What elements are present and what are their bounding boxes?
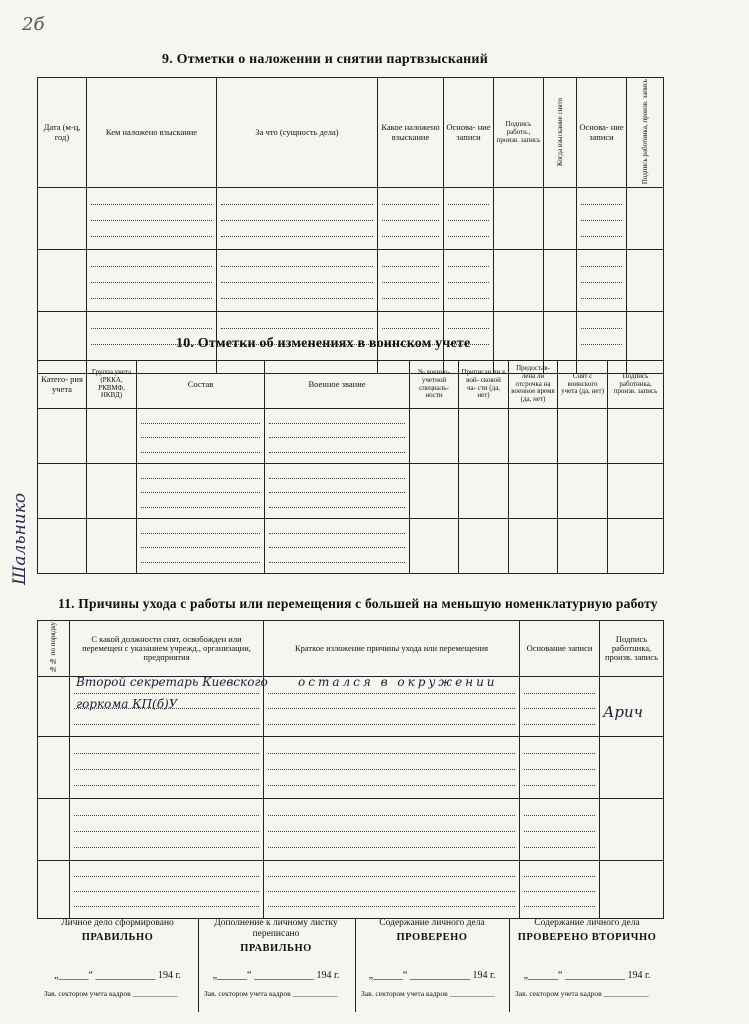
dotted-rule <box>74 753 259 754</box>
s9-col-signature: Подпись работн., произв. запись <box>494 78 544 188</box>
dotted-rule-group <box>87 188 216 248</box>
dotted-rule <box>91 328 212 329</box>
dotted-rule <box>91 266 212 267</box>
footer-rewritten: Дополнение к личному листку переписано ПРАВИЛЬНО „______“ ____________ 194 г. Зав. сектором учета кадров ____________ <box>204 918 340 998</box>
s10-row <box>38 464 664 519</box>
dotted-rule <box>382 328 439 329</box>
s11-col-signature: Подпись работника, произв. запись <box>600 621 664 677</box>
s9-row <box>38 250 664 312</box>
s9-col-for-what: За что (сущность дела) <box>217 78 378 188</box>
dotted-rule <box>581 328 622 329</box>
s11-row <box>38 799 664 861</box>
entry-signature: Арич <box>603 703 643 721</box>
dotted-rule <box>524 876 595 877</box>
dotted-rule <box>448 298 489 299</box>
s10-col-group: Группа учета (РККА, РКВМФ, НКВД) <box>87 361 137 409</box>
dotted-rule <box>221 282 373 283</box>
dotted-rule <box>524 831 595 832</box>
dotted-rule <box>382 266 439 267</box>
dotted-rule <box>269 437 405 438</box>
s10-col-rank: Военное звание <box>265 361 410 409</box>
dotted-rule-group <box>520 861 599 917</box>
dotted-rule-group <box>520 677 599 735</box>
s10-col-category: Катего- рия учета <box>38 361 87 409</box>
s9-col-by-whom: Кем наложено взыскание <box>87 78 217 188</box>
dotted-rule <box>581 204 622 205</box>
dotted-rule <box>91 298 212 299</box>
dotted-rule <box>74 891 259 892</box>
s10-row <box>38 519 664 574</box>
s10-col-composition: Состав <box>137 361 265 409</box>
dotted-rule <box>74 724 259 725</box>
dotted-rule-group <box>137 519 264 572</box>
s10-col-specialty: № военно- учетной специаль- ности <box>410 361 459 409</box>
dotted-rule <box>268 769 515 770</box>
dotted-rule-group <box>577 188 626 248</box>
dotted-rule <box>448 282 489 283</box>
dotted-rule-group <box>70 799 263 859</box>
dotted-rule <box>382 204 439 205</box>
dotted-rule <box>269 562 405 563</box>
dotted-rule <box>91 236 212 237</box>
dotted-rule <box>524 708 595 709</box>
dotted-rule <box>581 298 622 299</box>
dotted-rule <box>268 785 515 786</box>
dotted-rule-group <box>265 409 409 462</box>
entry-position-line1: Второй секретарь Киевского <box>76 675 268 689</box>
dotted-rule <box>74 815 259 816</box>
s9-row <box>38 188 664 250</box>
dotted-rule <box>382 220 439 221</box>
s11-row <box>38 737 664 799</box>
s9-col-signature-2: Подпись работника, произв. запись <box>627 78 664 188</box>
dotted-rule <box>269 478 405 479</box>
dotted-rule <box>74 831 259 832</box>
section11-title: 11. Причины ухода с работы или перемещения с большей на меньшую номенклатурную работу <box>58 596 658 611</box>
dotted-rule-group <box>577 250 626 310</box>
dotted-rule <box>524 769 595 770</box>
dotted-rule <box>581 236 622 237</box>
dotted-rule <box>221 236 373 237</box>
dotted-rule-group <box>137 409 264 462</box>
dotted-rule <box>268 876 515 877</box>
s10-row <box>38 409 664 464</box>
dotted-rule <box>524 891 595 892</box>
dotted-rule <box>74 906 259 907</box>
dotted-rule <box>581 282 622 283</box>
footer-formed: Личное дело сформировано ПРАВИЛЬНО „______“ ____________ 194 г. Зав. сектором учета кадров ____________ <box>44 918 181 998</box>
section10-table <box>37 360 664 574</box>
footer-checked: Содержание личного дела ПРОВЕРЕНО „______“ ____________ 194 г. Зав. сектором учета кадров ____________ <box>361 918 496 998</box>
s11-col-number: №№ по порядку <box>38 621 70 677</box>
dotted-rule-group <box>264 861 519 917</box>
s10-col-assigned: Приписан ли к вой- сковой ча- сти (да, нет) <box>459 361 509 409</box>
dotted-rule <box>141 452 260 453</box>
dotted-rule <box>91 282 212 283</box>
s9-col-basis-2: Основа- ние записи <box>577 78 627 188</box>
dotted-rule <box>91 220 212 221</box>
section11-table <box>37 620 664 919</box>
dotted-rule <box>269 533 405 534</box>
dotted-rule <box>581 344 622 345</box>
entry-position-line2: горкома КП(б)У <box>76 697 178 711</box>
s11-row <box>38 861 664 919</box>
dotted-rule <box>524 724 595 725</box>
s9-col-basis: Основа- ние записи <box>444 78 494 188</box>
dotted-rule-group <box>444 188 493 248</box>
dotted-rule-group <box>217 250 377 310</box>
s10-col-removed: Снят с воинского учета (да, нет) <box>558 361 608 409</box>
dotted-rule <box>448 236 489 237</box>
dotted-rule <box>141 492 260 493</box>
dotted-rule <box>269 423 405 424</box>
dotted-rule-group <box>520 737 599 797</box>
dotted-rule <box>269 452 405 453</box>
dotted-rule-group <box>265 464 409 517</box>
dotted-rule <box>221 204 373 205</box>
dotted-rule <box>524 815 595 816</box>
dotted-rule-group <box>70 861 263 917</box>
dotted-rule-group <box>265 519 409 572</box>
dotted-rule <box>524 753 595 754</box>
dotted-rule <box>268 815 515 816</box>
dotted-rule <box>221 220 373 221</box>
dotted-rule-group <box>378 188 443 248</box>
dotted-rule <box>141 547 260 548</box>
dotted-rule-group <box>520 799 599 859</box>
entry-reason: остался в окружении <box>298 675 498 689</box>
dotted-rule <box>448 328 489 329</box>
s11-col-basis: Основание записи <box>520 621 600 677</box>
dotted-rule <box>268 906 515 907</box>
dotted-rule-group <box>87 250 216 310</box>
dotted-rule <box>141 533 260 534</box>
dotted-rule <box>382 298 439 299</box>
dotted-rule <box>141 423 260 424</box>
dotted-rule <box>524 785 595 786</box>
dotted-rule <box>382 236 439 237</box>
dotted-rule <box>581 220 622 221</box>
section9-table <box>37 77 664 374</box>
s9-col-penalty: Какое наложено взыскание <box>378 78 444 188</box>
s11-col-position: С какой должности снят, освобожден или перемещен с указанием учрежд., организации, предприятия <box>70 621 264 677</box>
s9-col-removed: Когда взыскание снято <box>544 78 577 188</box>
s10-col-deferment: Предостав- лена ли отсрочка на военное время (да, нет) <box>509 361 558 409</box>
dotted-rule <box>524 847 595 848</box>
dotted-rule <box>581 266 622 267</box>
corner-mark: 2б <box>22 14 45 35</box>
dotted-rule <box>268 891 515 892</box>
dotted-rule <box>74 847 259 848</box>
dotted-rule-group <box>70 737 263 797</box>
s9-col-date: Дата (м-ц, год) <box>38 78 87 188</box>
dotted-rule <box>448 220 489 221</box>
dotted-rule <box>268 724 515 725</box>
s10-col-signature: Подпись работника, произв. запись <box>608 361 664 409</box>
dotted-rule <box>268 693 515 694</box>
dotted-rule <box>268 708 515 709</box>
dotted-rule <box>524 693 595 694</box>
dotted-rule <box>524 906 595 907</box>
dotted-rule <box>141 562 260 563</box>
dotted-rule <box>74 769 259 770</box>
dotted-rule-group <box>264 737 519 797</box>
dotted-rule <box>91 204 212 205</box>
dotted-rule <box>268 753 515 754</box>
dotted-rule <box>74 693 259 694</box>
s11-col-reason: Краткое изложение причины ухода или перемещения <box>264 621 520 677</box>
dotted-rule <box>268 831 515 832</box>
side-note: Шальнико <box>10 492 30 585</box>
dotted-rule <box>141 437 260 438</box>
dotted-rule-group <box>264 799 519 859</box>
dotted-rule <box>268 847 515 848</box>
dotted-rule <box>141 478 260 479</box>
footer-rechecked: Содержание личного дела ПРОВЕРЕНО ВТОРИЧНО „______“ ____________ 194 г. Зав. сектором учета кадров ____________ <box>515 918 657 998</box>
dotted-rule <box>448 266 489 267</box>
dotted-rule <box>269 492 405 493</box>
section10-title: 10. Отметки об изменениях в воинском учете <box>176 336 471 351</box>
dotted-rule-group <box>378 250 443 310</box>
dotted-rule <box>74 785 259 786</box>
dotted-rule <box>141 507 260 508</box>
dotted-rule <box>221 328 373 329</box>
dotted-rule-group <box>444 250 493 310</box>
section9-title: 9. Отметки о наложении и снятии партвзысканий <box>162 52 488 67</box>
dotted-rule <box>382 282 439 283</box>
dotted-rule-group <box>217 188 377 248</box>
dotted-rule-group <box>137 464 264 517</box>
dotted-rule <box>221 266 373 267</box>
dotted-rule <box>269 547 405 548</box>
dotted-rule <box>74 876 259 877</box>
dotted-rule <box>221 298 373 299</box>
dotted-rule <box>448 204 489 205</box>
dotted-rule <box>269 507 405 508</box>
